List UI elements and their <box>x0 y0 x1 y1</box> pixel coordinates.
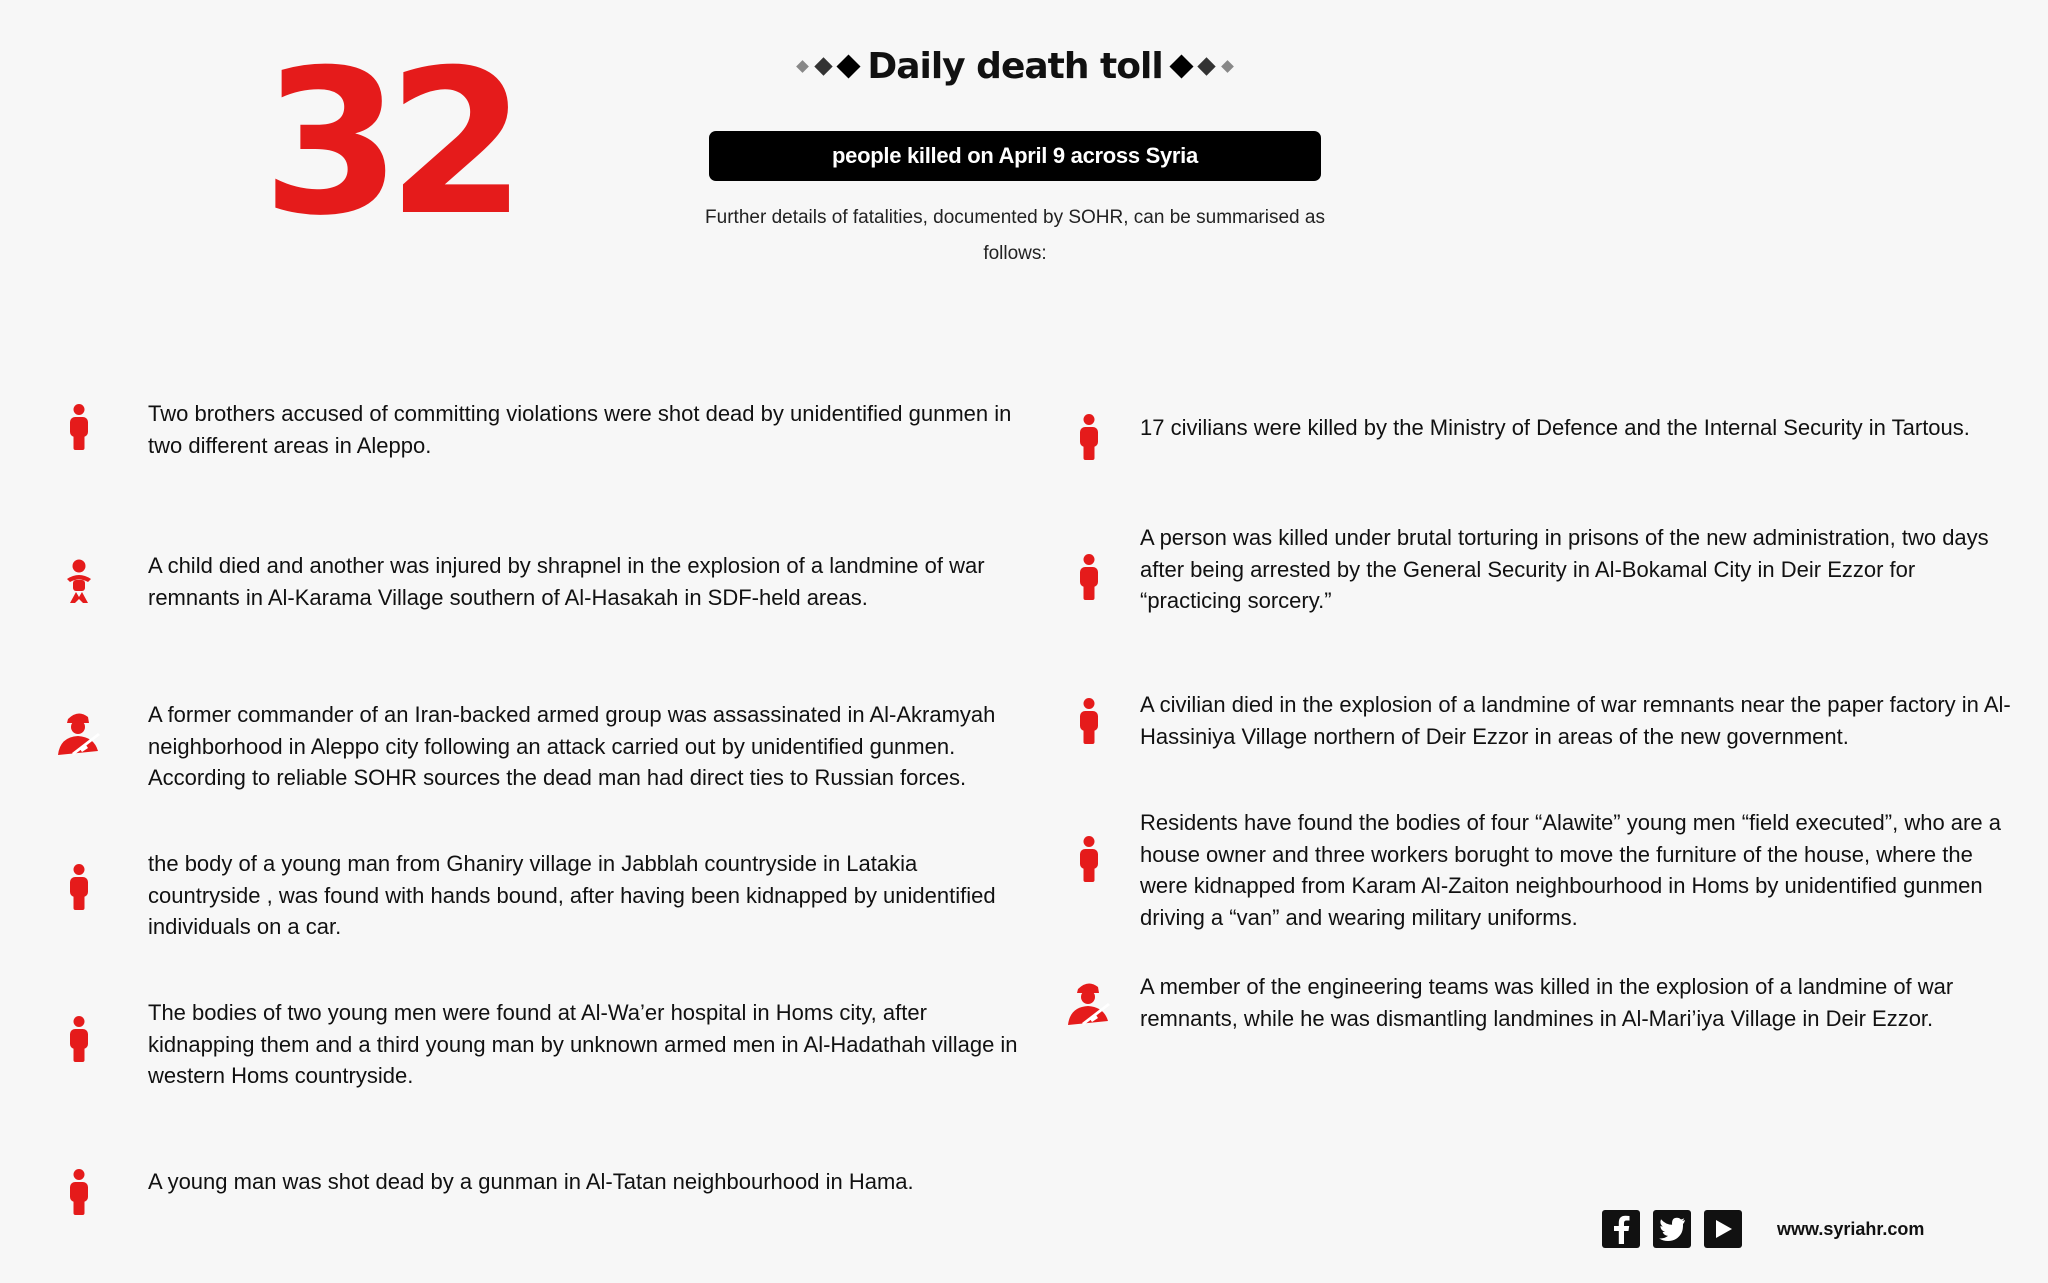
child-icon <box>54 554 104 608</box>
item-text: A young man was shot dead by a gunman in Al-Tatan neighbourhood in Hama. <box>148 1169 914 1194</box>
person-icon <box>54 1165 104 1219</box>
subtitle: Further details of fatalities, documented by SOHR, can be summarised as follows: <box>705 207 1325 264</box>
diamond-icon <box>837 54 861 78</box>
item-text: A former commander of an Iran-backed armed group was assassinated in Al-Akramyah neighborhood in Aleppo city following an attack carried out by unidentified gunmen. According to reliable SOHR sources the dead man had direct ties to Russian forces. <box>148 702 996 790</box>
person-icon <box>1064 832 1114 886</box>
person-icon <box>54 1012 104 1066</box>
person-icon <box>1064 550 1114 604</box>
item-text: The bodies of two young men were found at Al-Wa’er hospital in Homs city, after kidnapping them and a third young man by unknown armed men in Al-Hadathah village in western Homs countryside. <box>148 1000 1018 1088</box>
diamond-icon <box>1221 60 1234 73</box>
facebook-icon[interactable] <box>1602 1210 1640 1248</box>
person-icon <box>54 400 104 454</box>
diamond-icon <box>1169 54 1193 78</box>
item-text: Two brothers accused of committing violations were shot dead by unidentified gunmen in two different areas in Aleppo. <box>148 401 1012 458</box>
twitter-icon[interactable] <box>1653 1210 1691 1248</box>
item-text: A civilian died in the explosion of a landmine of war remnants near the paper factory in Al-Hassiniya Village northern of Deir Ezzor in areas of the new government. <box>1140 692 2011 749</box>
item-text: A member of the engineering teams was killed in the explosion of a landmine of war remnants, while he was dismantling landmines in Al-Mari’iya Village in Deir Ezzor. <box>1140 974 1954 1031</box>
diamond-icon <box>796 60 809 73</box>
diamond-icon <box>1197 57 1215 75</box>
soldier-icon <box>54 706 104 760</box>
page-title: Daily death toll <box>867 46 1163 87</box>
item-text: A child died and another was injured by shrapnel in the explosion of a landmine of war remnants in Al-Karama Village southern of Al-Hasakah in SDF-held areas. <box>148 553 985 610</box>
item-text: A person was killed under brutal torturing in prisons of the new administration, two days after being arrested by the General Security in Al-Bokamal City in Deir Ezzor for “practicing sorcery.” <box>1140 525 1989 613</box>
website-link[interactable]: www.syriahr.com <box>1777 1218 1925 1239</box>
person-icon <box>1064 410 1114 464</box>
headline-banner: people killed on April 9 across Syria <box>709 131 1321 181</box>
footer <box>1602 1210 1924 1248</box>
person-icon <box>1064 694 1114 748</box>
death-count: 32 <box>262 27 513 260</box>
youtube-icon[interactable] <box>1704 1210 1742 1248</box>
soldier-icon <box>1064 976 1114 1030</box>
item-text: Residents have found the bodies of four “Alawite” young men “field executed”, who are a house owner and three workers borught to move the furniture of the house, where the were kidnapped from Karam Al-Zaiton neighbourhood in Homs by unidentified gunmen driving a “van” and wearing military uniforms. <box>1140 810 2001 930</box>
title-row <box>700 46 1330 87</box>
item-text: 17 civilians were killed by the Ministry of Defence and the Internal Security in Tartous. <box>1140 415 1970 440</box>
diamond-icon <box>815 57 833 75</box>
person-icon <box>54 860 104 914</box>
item-text: the body of a young man from Ghaniry village in Jabblah countryside in Latakia countryside , was found with hands bound, after having been kidnapped by unidentified individuals on a car. <box>148 851 996 939</box>
